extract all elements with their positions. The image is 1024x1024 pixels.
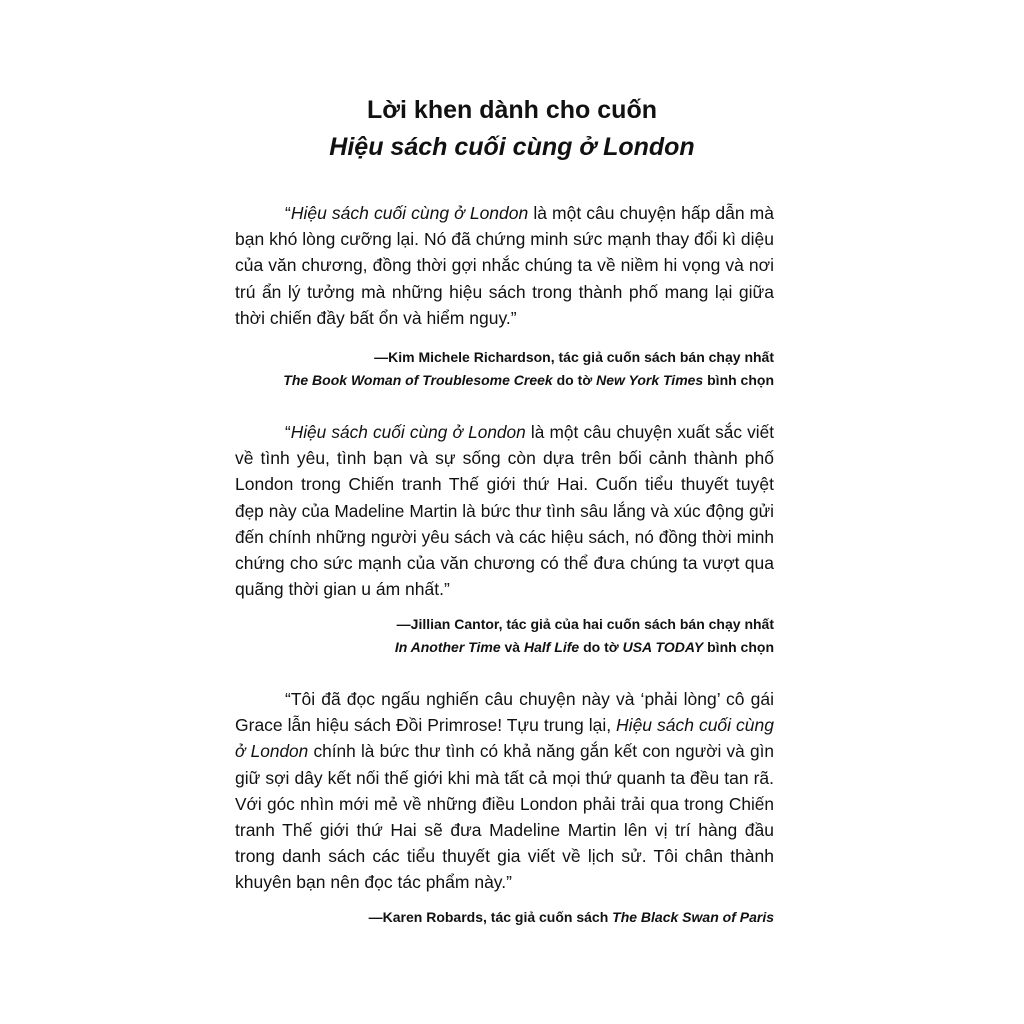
book-title-inline: Hiệu sách cuối cùng bbox=[616, 715, 774, 736]
attribution-line: —Kim Michele Richardson, tác giả cuốn sách bán chạy nhất bbox=[374, 349, 774, 365]
attribution-line: —Jillian Cantor, tác giả của hai cuốn sách bán chạy nhất bbox=[396, 616, 774, 632]
quote-line: giữ sợi dây kết nối thế giới khi mà tất cả mọi thứ quanh ta đều tan rã. bbox=[235, 767, 774, 788]
review-quote-1 bbox=[235, 200, 774, 331]
quote-line: đẹp này của Madeline Martin là bức thư tình sâu lắng và xúc động gửi bbox=[235, 500, 774, 521]
quote-line: khuyên bạn nên đọc tác phẩm này.” bbox=[235, 872, 512, 893]
attribution-line: The Book Woman of Troublesome Creek do tờ New York Times bình chọn bbox=[283, 372, 774, 388]
quote-line: trong danh sách các tiểu thuyết gia viết về lịch sử. Tôi chân thành bbox=[235, 846, 774, 867]
review-attribution-1 bbox=[235, 346, 774, 392]
book-title: Hiệu sách cuối cùng ở London bbox=[329, 133, 695, 161]
quote-line: thời chiến đầy bất ổn và hiểm nguy.” bbox=[235, 307, 517, 328]
quote-line: chứng cho sức mạnh của văn chương có thể đưa chúng ta vượt qua bbox=[235, 553, 774, 574]
book-title-inline: Hiệu sách cuối cùng ở London bbox=[290, 203, 529, 223]
review-attribution-3 bbox=[235, 906, 774, 929]
book-title-inline: ở London bbox=[235, 741, 309, 762]
quote-line: của văn chương, đồng thời gợi nhắc chúng ta về niềm hi vọng và nơi bbox=[235, 255, 774, 276]
review-quote-3 bbox=[235, 686, 774, 896]
book-title-inline: Hiệu sách cuối cùng ở London bbox=[290, 422, 526, 442]
quote-line: “Tôi đã đọc ngấu nghiến câu chuyện này và ‘phải lòng’ cô gái bbox=[285, 689, 774, 709]
quote-line: đến chính những người yêu sách và các hiệu sách, nó đồng thời minh bbox=[235, 526, 774, 547]
review-attribution-2 bbox=[235, 613, 774, 659]
quote-line: bạn khó lòng cưỡng lại. Nó đã chứng minh sức mạnh thay đổi kì diệu bbox=[235, 229, 774, 250]
quote-line: tranh Thế giới thứ Hai sẽ đưa Madeline Martin lên vị trí hàng đầu bbox=[235, 820, 774, 841]
quote-line: London trong Chiến tranh Thế giới thứ Hai. Cuốn tiểu thuyết tuyệt bbox=[235, 474, 774, 495]
quote-line: Với góc nhìn mới mẻ về những điều London phải trải qua trong Chiến bbox=[235, 793, 774, 814]
quote-line: “Hiệu sách cuối cùng ở London là một câu chuyện hấp dẫn mà bbox=[285, 203, 774, 223]
quote-line: trú ẩn lý tưởng mà những hiệu sách trong thành phố mang lại giữa bbox=[235, 281, 774, 302]
page-title: Lời khen dành cho cuốn bbox=[366, 96, 657, 124]
quote-line: Grace lẫn hiệu sách Đồi Primrose! Tựu trung lại, Hiệu sách cuối cùng bbox=[235, 715, 774, 736]
attribution-line: In Another Time và Half Life do tờ USA TODAY bình chọn bbox=[394, 639, 774, 655]
review-quote-2 bbox=[235, 419, 774, 602]
quote-line: về tình yêu, tình bạn và sự sống còn dựa trên bối cảnh thành phố bbox=[235, 448, 774, 469]
quote-line: quãng thời gian u ám nhất.” bbox=[235, 579, 450, 600]
attribution-line: —Karen Robards, tác giả cuốn sách The Black Swan of Paris bbox=[368, 909, 774, 925]
quote-line: ở London chính là bức thư tình có khả năng gắn kết con người và gìn bbox=[235, 741, 774, 762]
quote-line: “Hiệu sách cuối cùng ở London là một câu chuyện xuất sắc viết bbox=[285, 422, 774, 442]
